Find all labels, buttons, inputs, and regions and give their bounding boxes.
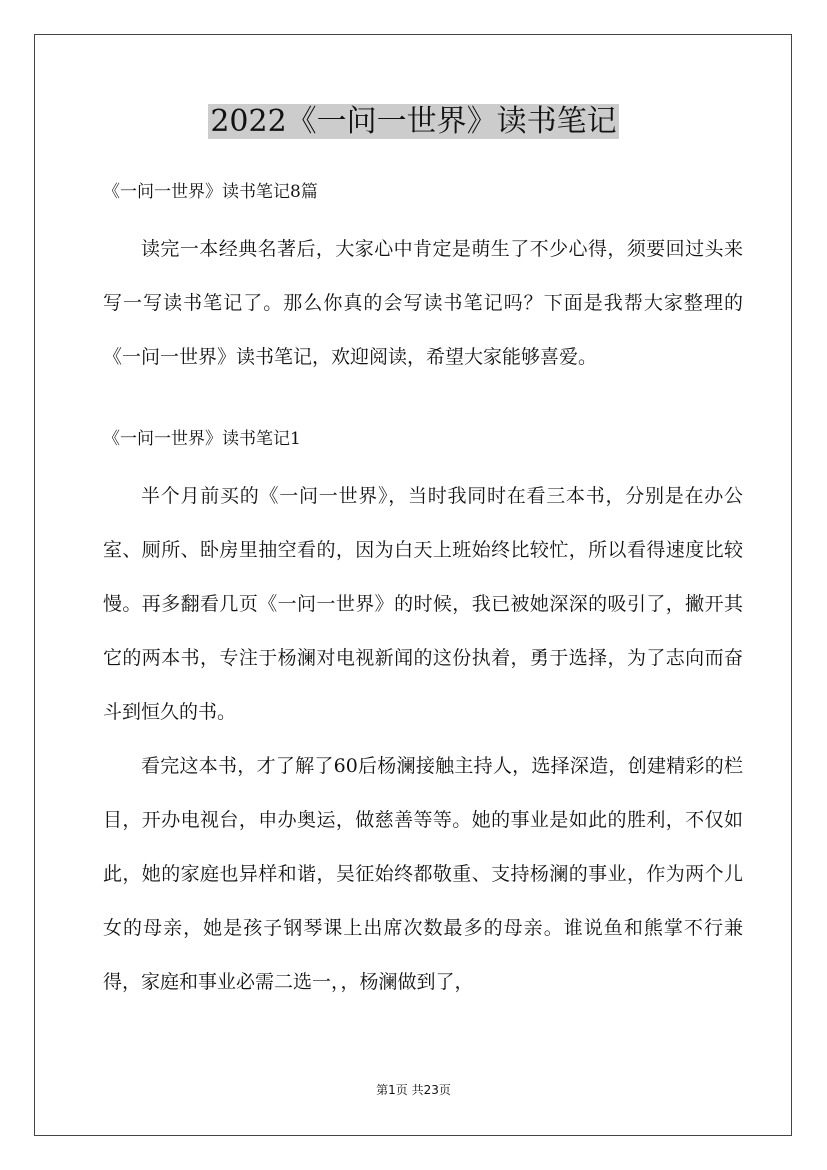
section-heading: 《一问一世界》读书笔记1 xyxy=(103,429,301,449)
intro-paragraph: 读完一本经典名著后，大家心中肯定是萌生了不少心得，须要回过头来写一写读书笔记了。那么你真的会写读书笔记吗？下面是我帮大家整理的《一问一世界》读书笔记，欢迎阅读，希望大家能够喜爱。 xyxy=(103,238,743,368)
body-paragraph-1: 半个月前买的《一问一世界》，当时我同时在看三本书，分别是在办公室、厕所、卧房里抽空看的，因为白天上班始终比较忙，所以看得速度比较慢。再多翻看几页《一问一世界》的时候，我已被她深深的吸引了，撇开其它的两本书，专注于杨澜对电视新闻的这份执着，勇于选择，为了志向而奋斗到恒久的书。 xyxy=(103,485,743,723)
body-paragraph-2: 看完这本书，才了解了60后杨澜接触主持人，选择深造，创建精彩的栏目，开办电视台，申办奥运，做慈善等等。她的事业是如此的胜利，不仅如此，她的家庭也异样和谐，吴征始终都敬重、支持杨澜的事业，作为两个儿女的母亲，她是孩子钢琴课上出席次数最多的母亲。谁说鱼和熊掌不行兼得，家庭和事业必需二选一，，杨澜做到了， xyxy=(103,755,743,993)
document-body xyxy=(103,172,743,1009)
page-footer: 第1页 共23页 xyxy=(376,1083,451,1097)
document-title: 2022《一问一世界》读书笔记 xyxy=(210,104,617,139)
subtitle: 《一问一世界》读书笔记8篇 xyxy=(103,182,318,202)
